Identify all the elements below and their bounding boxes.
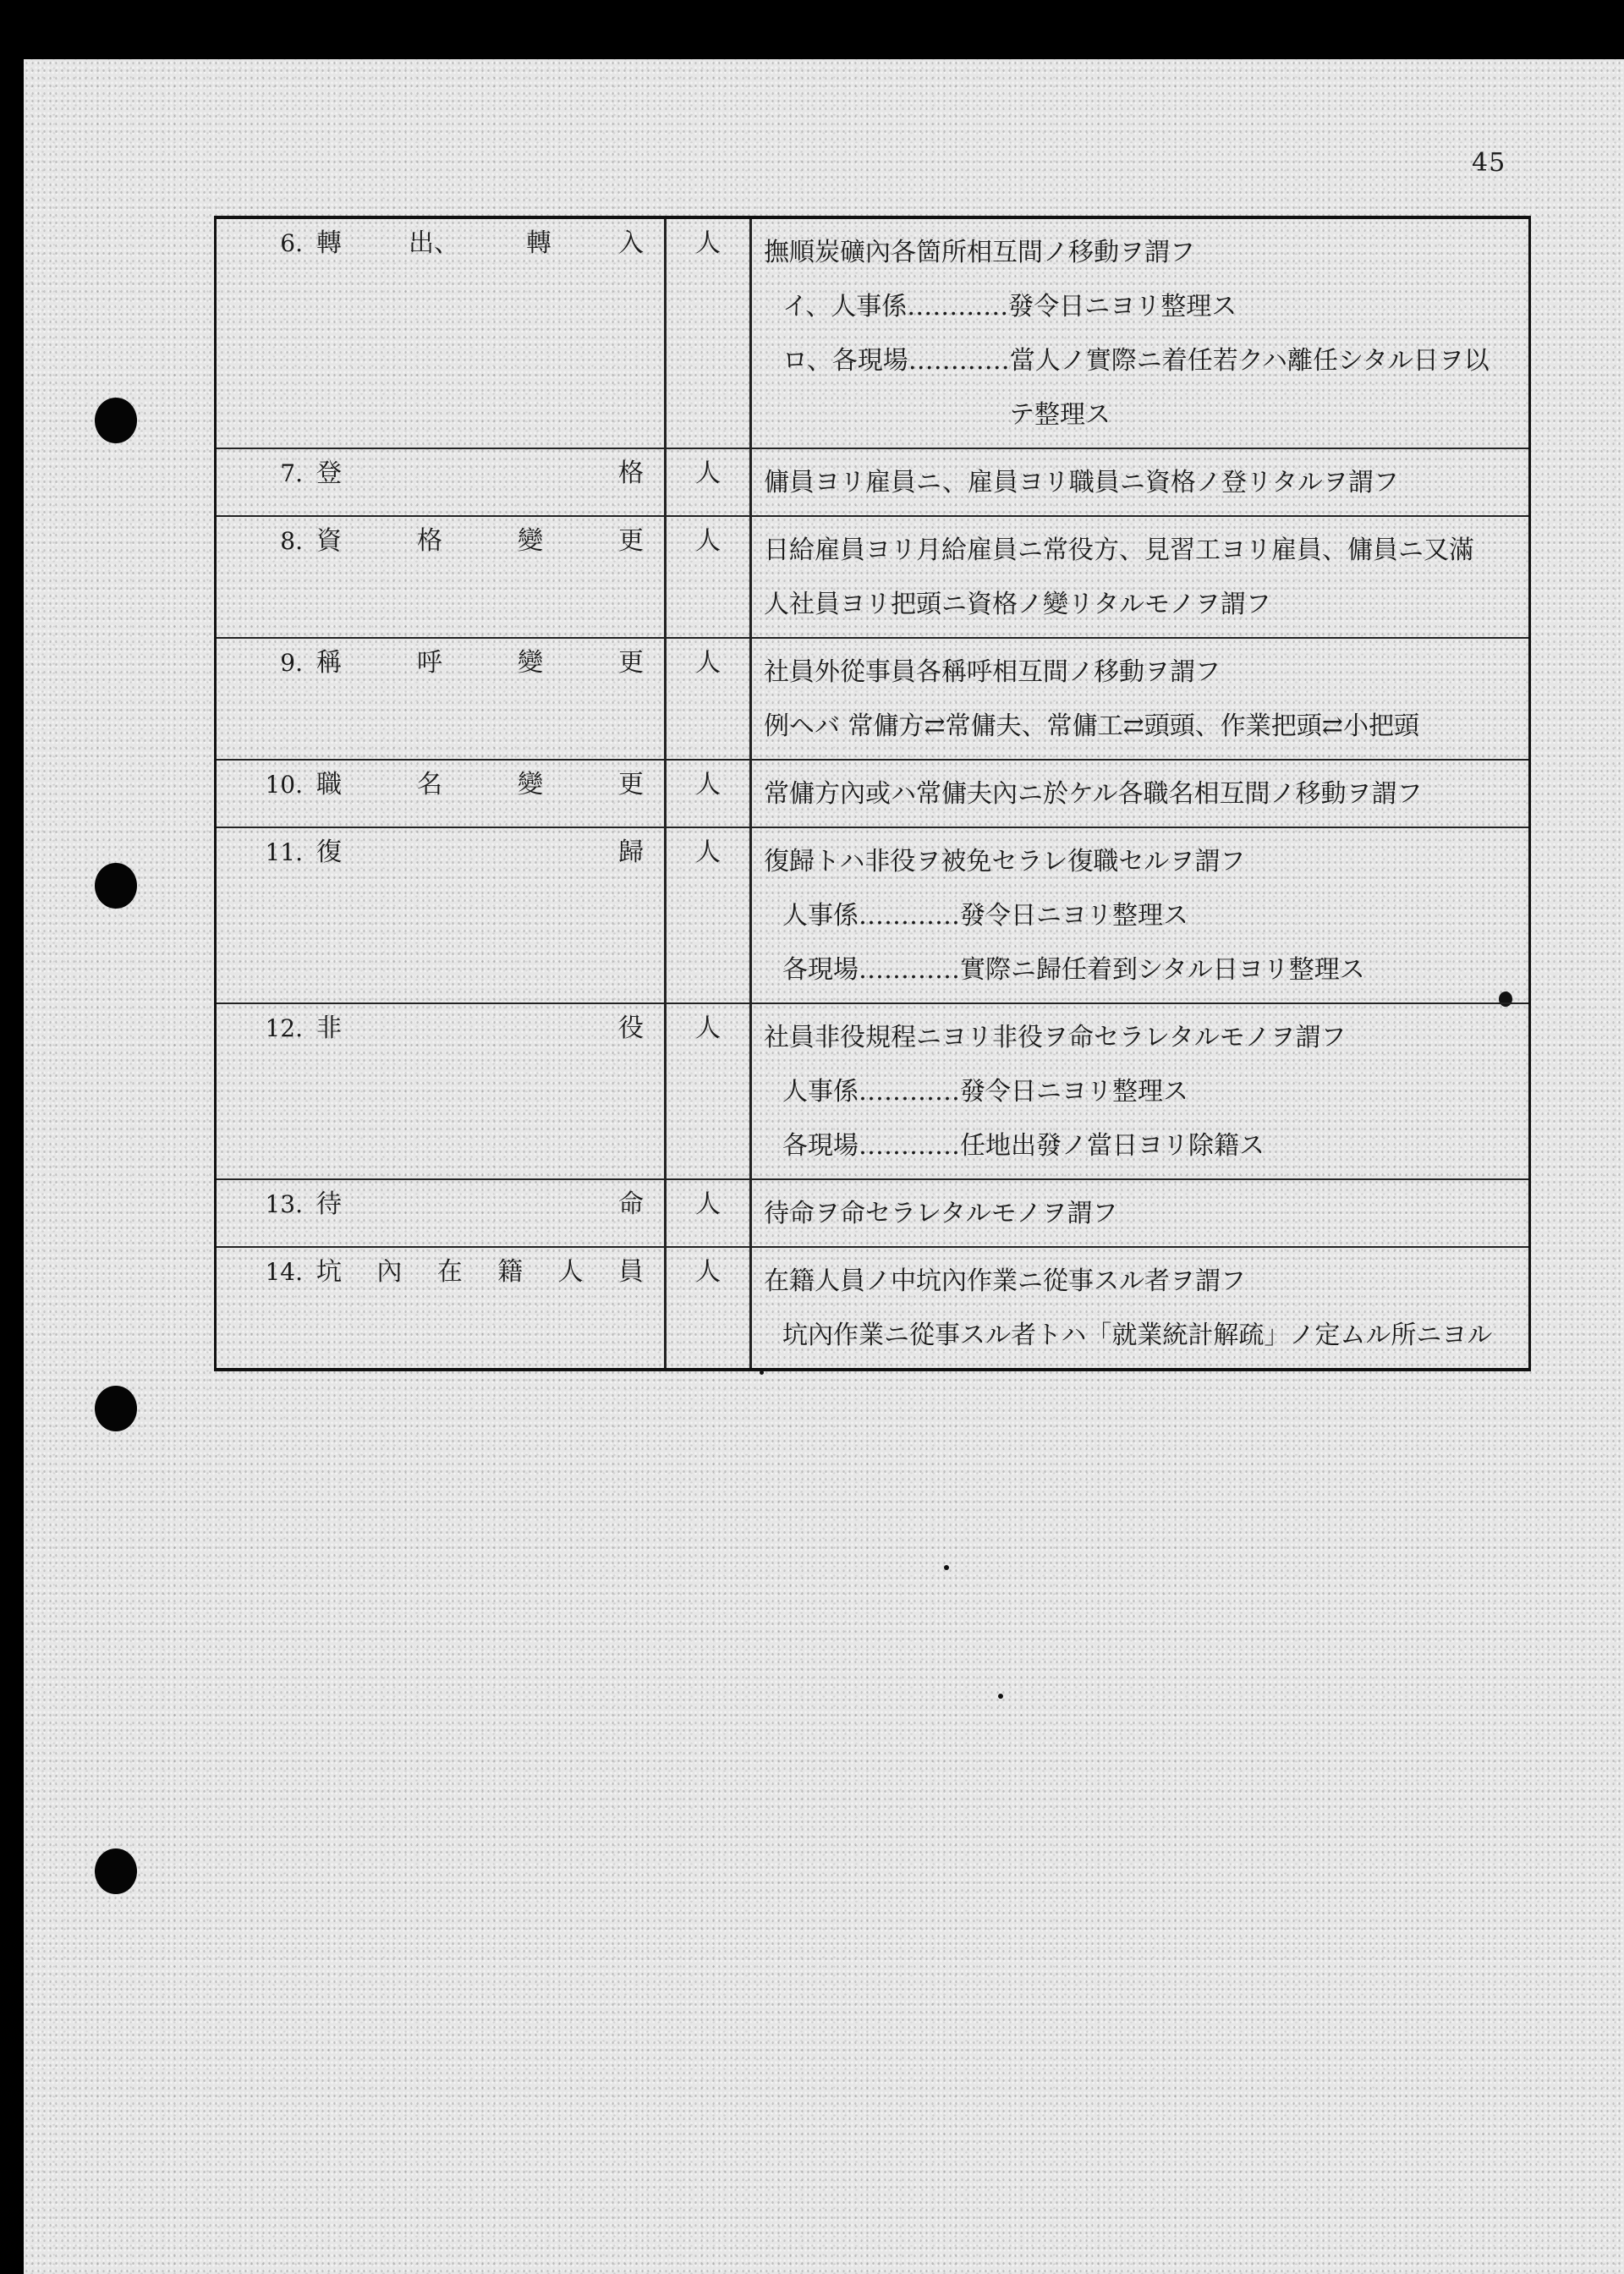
item-number: 11. xyxy=(265,838,303,866)
description-cell xyxy=(751,638,1530,760)
description-cell xyxy=(751,448,1530,516)
description-cell xyxy=(751,827,1530,1003)
table-row xyxy=(216,638,1530,760)
item-number: 12. xyxy=(265,1014,303,1042)
description-line: 傭員ヨリ雇員ニ、雇員ヨリ職員ニ資格ノ登リタルヲ謂フ xyxy=(764,468,1399,497)
description-line: 在籍人員ノ中坑內作業ニ從事スル者ヲ謂フ xyxy=(764,1266,1246,1296)
item-cell xyxy=(216,1179,666,1247)
item-term: 轉 出、 轉 入 xyxy=(316,228,644,258)
description-line: 人社員ヨリ把頭ニ資格ノ變リタルモノヲ謂フ xyxy=(764,590,1271,619)
description-line: 例ヘバ 常傭方⇄常傭夫、常傭工⇄頭頭、作業把頭⇄小把頭 xyxy=(764,711,1419,741)
description-cell xyxy=(751,1003,1530,1179)
item-cell xyxy=(216,1003,666,1179)
item-term: 職 名 變 更 xyxy=(316,770,644,799)
binder-hole xyxy=(95,1386,137,1431)
binder-hole xyxy=(95,863,137,909)
description-cell xyxy=(751,760,1530,827)
item-cell xyxy=(216,760,666,827)
table-row xyxy=(216,760,1530,827)
description-line: 待命ヲ命セラレタルモノヲ謂フ xyxy=(764,1199,1118,1228)
unit-cell: 人 xyxy=(666,1179,751,1247)
item-term: 登 格 xyxy=(316,459,644,488)
item-cell xyxy=(216,638,666,760)
unit-cell: 人 xyxy=(666,217,751,448)
item-cell xyxy=(216,516,666,638)
table-row xyxy=(216,1179,1530,1247)
item-term: 待 命 xyxy=(316,1189,644,1219)
unit-cell: 人 xyxy=(666,1003,751,1179)
table-row xyxy=(216,1003,1530,1179)
description-line: 各現場…………實際ニ歸任着到シタル日ヨリ整理ス xyxy=(782,955,1365,985)
description-line: 撫順炭礦內各箇所相互間ノ移動ヲ謂フ xyxy=(764,238,1195,267)
item-number: 7. xyxy=(280,459,303,487)
description-line: 人事係…………發令日ニヨリ整理ス xyxy=(782,901,1188,931)
description-line: 坑內作業ニ從事スル者トハ「就業統計解疏」ノ定ムル所ニヨル xyxy=(782,1321,1493,1350)
description-line: 各現場…………任地出發ノ當日ヨリ除籍ス xyxy=(782,1131,1265,1161)
item-number: 6. xyxy=(280,229,303,257)
unit-cell: 人 xyxy=(666,760,751,827)
item-term: 資 格 變 更 xyxy=(316,526,644,556)
item-term: 復 歸 xyxy=(316,838,644,867)
table-row xyxy=(216,516,1530,638)
item-number: 14. xyxy=(265,1258,303,1286)
table-row xyxy=(216,1247,1530,1370)
item-term: 稱 呼 變 更 xyxy=(316,648,644,678)
item-term: 坑 內 在 籍 人 員 xyxy=(316,1257,644,1287)
description-line: テ整理ス xyxy=(1009,400,1111,430)
unit-cell: 人 xyxy=(666,1247,751,1370)
item-number: 8. xyxy=(280,527,303,555)
description-line: 常傭方內或ハ常傭夫內ニ於ケル各職名相互間ノ移動ヲ謂フ xyxy=(764,779,1423,809)
unit-cell: 人 xyxy=(666,448,751,516)
item-term: 非 役 xyxy=(316,1013,644,1043)
binder-hole xyxy=(95,398,137,443)
definitions-table xyxy=(214,216,1531,1371)
description-line: 復歸トハ非役ヲ被免セラレ復職セルヲ謂フ xyxy=(764,847,1246,876)
description-line: 人事係…………發令日ニヨリ整理ス xyxy=(782,1077,1188,1107)
item-cell xyxy=(216,217,666,448)
unit-cell: 人 xyxy=(666,638,751,760)
description-cell xyxy=(751,1247,1530,1370)
description-line: 社員外從事員各稱呼相互間ノ移動ヲ謂フ xyxy=(764,657,1221,687)
table-row xyxy=(216,448,1530,516)
description-line: イ、人事係…………發令日ニヨリ整理ス xyxy=(782,292,1237,321)
table-row xyxy=(216,827,1530,1003)
item-number: 10. xyxy=(265,771,303,799)
item-cell xyxy=(216,827,666,1003)
item-cell xyxy=(216,1247,666,1370)
description-line: 社員非役規程ニヨリ非役ヲ命セラレタルモノヲ謂フ xyxy=(764,1023,1347,1052)
description-line: ロ、各現場…………當人ノ實際ニ着任若クハ離任シタル日ヲ以 xyxy=(782,346,1490,376)
description-cell xyxy=(751,516,1530,638)
description-cell xyxy=(751,1179,1530,1247)
table-row xyxy=(216,217,1530,448)
unit-cell: 人 xyxy=(666,516,751,638)
description-line: 日給雇員ヨリ月給雇員ニ常役方、見習工ヨリ雇員、傭員ニ又滿 xyxy=(764,536,1474,565)
unit-cell: 人 xyxy=(666,827,751,1003)
page-number: 45 xyxy=(1472,148,1506,178)
ink-speck xyxy=(944,1565,949,1570)
description-cell xyxy=(751,217,1530,448)
binder-hole xyxy=(95,1848,137,1894)
item-number: 9. xyxy=(280,649,303,677)
ink-speck xyxy=(998,1694,1003,1699)
item-cell xyxy=(216,448,666,516)
item-number: 13. xyxy=(265,1190,303,1218)
